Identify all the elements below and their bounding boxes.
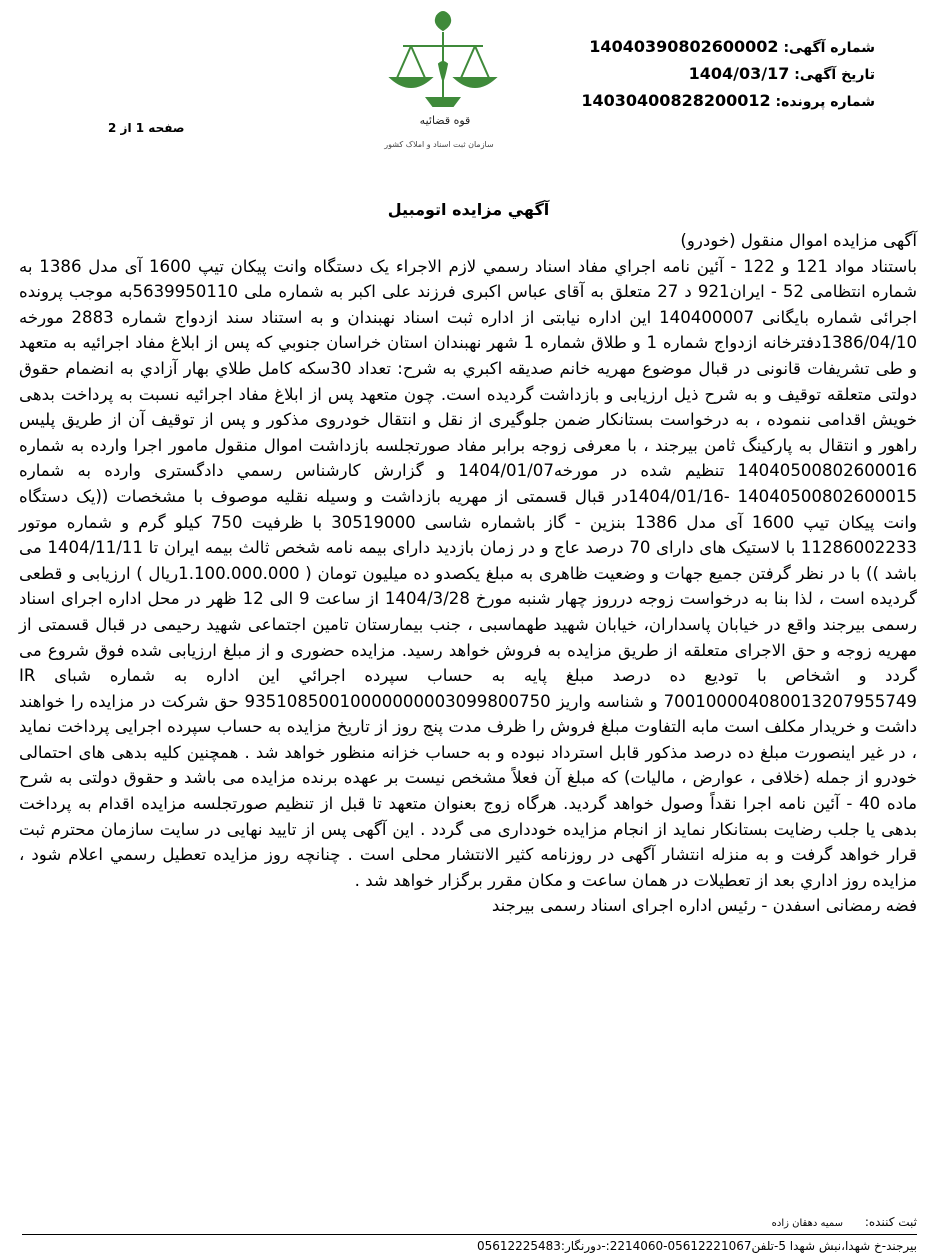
recorder-label: ثبت کننده: [864,1215,917,1229]
emblem-text-judiciary: قوه قضائیه [419,114,471,127]
notice-number: 14040390802600002 [589,37,779,56]
notice-title: آگهي مزايده اتومبيل [387,200,550,219]
judiciary-emblem-icon [375,6,510,158]
footer-divider [22,1234,917,1235]
recorder-name: سمیه دهقان زاده [771,1218,844,1229]
office-address: بیرجند-خ شهدا،نبش شهدا 5-تلفن05612221067-2214060:-دورنگار:05612225483 [476,1239,917,1253]
notice-date-row [581,61,875,88]
notice-main-text: باستناد مواد 121 و 122 - آئین نامه اجراي مفاد اسناد رسمي لازم الاجراء یک دستگاه وانت پیکان تیپ 1600 آی مدل 1386 به شماره انتظامی 52 - ایران921 د 27 متعلق به آقای عباس اکبری فرزند علی اکبر به شماره ملی 5639950110به موجب پرونده اجرائی شماره بایگانی 140400007 این اداره نیابتی از اداره ثبت اسناد نهبندان و به استناد سند ازدواج شماره 2883 مورخه 1386/04/10دفترخانه ازدواج شماره 1 و طلاق شماره 1 شهر نهبندان استان خراسان جنوبي كه پس از ابلاغ مفاد اجرائيه به متعهد و طی تشریفات قانونی در قبال موضوع مهریه خانم صدیقه اکبري به شرح: تعداد 30سکه کامل طلاي بهار آزادي به انضمام حقوق دولتی متعلقه توقیف و به شرح ذیل ارزیابی و بازداشت گردیده است. چون متعهد پس از ابلاغ مفاد اجرائیه نسبت به پرداخت بدهی خویش اقدامی ننموده ، به درخواست بستانکار ضمن جلوگیری از نقل و انتقال خودروی مذکور و پس از توقیف آن از طریق پلیس راهور و انتقال به پارکینگ ثامن بیرجند ، با معرفی زوجه برابر مفاد صورتجلسه بازداشت اموال منقول مامور اجرا وارده به شماره 14040500802600016 تنظیم شده در مورخه1404/01/07 و گزارش کارشناس رسمي دادگستری وارده به شماره 14040500802600015 -1404/01/16در قبال قسمتی از مهریه بازداشت و وسیله نقلیه موصوف با مشخصات ((یک دستگاه وانت پیکان تیپ 1600 آی مدل 1386 بنزین - گاز باشماره شاسی 30519000 با ظرفیت 750 کیلو گرم و شماره موتور 11286002233 با لاستیک های دارای 70 درصد عاج و در زمان بازدید دارای بیمه نامه شخص ثالث بیمه ایران تا 1404/11/11 می باشد )) با در نظر گرفتن جمیع جهات و وضعیت ظاهری به مبلغ یکصدو ده میلیون تومان ( 1.100.000.000ریال ) ارزیابی و قطعی گردیده است ، لذا بنا به درخواست زوجه درروز چهار شنبه مورخ 1404/3/28 از ساعت 9 الی 12 ظهر در محل اداره اجرای اسناد رسمی بیرجند واقع در خیابان پاسداران، خیابان شهید طهماسبی ، جنب بیمارستان تامین اجتماعی شهید رحیمی در قبال قسمتی از مهریه زوجه و حق الاجرای متعلقه از طریق مزایده به فروش خواهد رسید. مزایده حضوری و از مبلغ ارزیابی شده فوق شروع می گردد و اشخاص با تودیع ده درصد مبلغ پایه به حساب سپرده اجرائي این اداره به شماره شبای IR 700100004080013207955749 و شناسه واریز 93510850010000000003099800750 حق شرکت در مزایده را خواهند داشت و خریدار مکلف است مابه التفاوت مبلغ فروش را ظرف مدت پنج روز از تاریخ مزایده به حساب سپرده اجرایی پرداخت نماید ، در غیر اینصورت مبلغ ده درصد مذکور قابل استرداد نبوده و به حساب خزانه منظور خواهد شد . همچنین کلیه بدهی های احتمالی خودرو از جمله (خلافی ، عوارض ، مالیات) که مبلغ آن فعلاً مشخص نیست بر عهده برنده مزایده می باشد و حقوق دولتی به شرح ماده 40 - آئین نامه اجرا نقداً وصول خواهد گردید. هرگاه زوج بعنوان متعهد تا قبل از تنظیم صورتجلسه مزایده اقدام به پرداخت بدهی یا جلب رضایت بستانکار نماید از انجام مزایده خودداری می گردد . این آگهی پس از تایید نهایی در سایت سازمان محترم ثبت قرار خواهد گرفت و به منزله انتشار آگهی در روزنامه کثیر الانتشار محلی است . چنانچه روز مزایده تعطیل رسمي اعلام شود ، مزایده روز اداري بعد از تعطیلات در همان ساعت و مکان مقرر برگزار خواهد شد . [19,256,918,890]
notice-date: 1404/03/17 [688,64,790,83]
notice-subtitle: آگهی مزایده اموال منقول (خودرو) [680,231,917,250]
recorder-row [772,1215,917,1229]
notice-number-label: شماره آگهی: [783,40,875,56]
file-number-row [581,88,875,115]
notice-number-row [581,34,875,61]
notice-body [19,228,917,919]
notice-meta [581,34,875,115]
file-number: 14030400828200012 [581,91,771,110]
page-indicator: صفحه 1 از 2 [108,121,185,135]
notice-date-label: تاریخ آگهی: [794,67,875,83]
emblem-text-registration-org: سازمان ثبت اسناد و املاک کشور [384,140,494,149]
file-number-label: شماره پرونده: [775,94,875,110]
signatory: فضه رمضانی اسفدن - رئیس اداره اجرای اسناد رسمی بیرجند [491,896,917,916]
